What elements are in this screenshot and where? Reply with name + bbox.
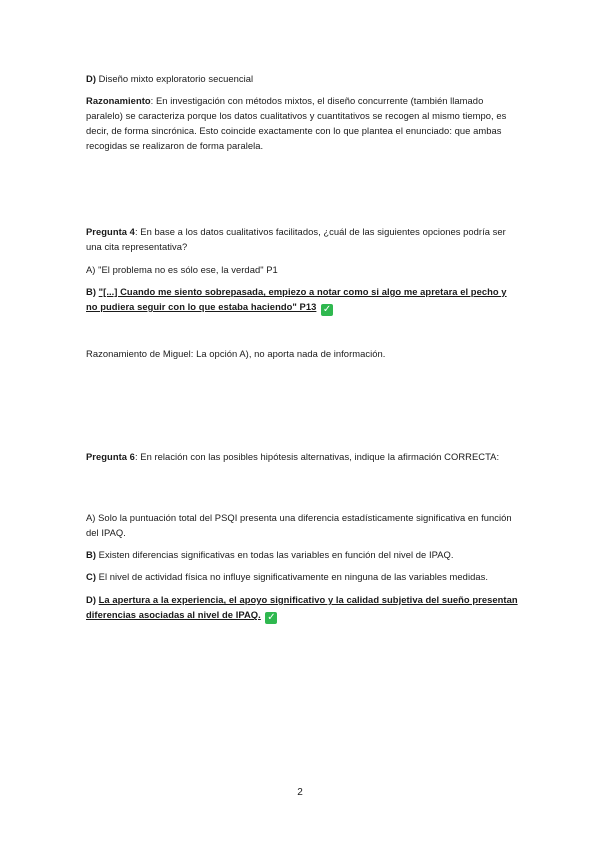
q4-reasoning: [86, 346, 518, 361]
prev-answer: [86, 71, 518, 86]
question-4-label: Pregunta 4: [86, 226, 135, 237]
q6-option-c-text: El nivel de actividad física no influye significativamente en ninguna de las variables medidas.: [96, 571, 488, 582]
q4-option-b-letter: B): [86, 286, 96, 297]
question-6-label: Pregunta 6: [86, 451, 135, 462]
check-icon: ✓: [267, 612, 276, 623]
question-6-text: : En relación con las posibles hipótesis alternativas, indique la afirmación CORRECTA:: [134, 451, 500, 462]
q6-option-a-text: A) Solo la puntuación total del PSQI presenta una diferencia estadísticamente significativa en función del IPAQ.: [86, 512, 512, 538]
question-4: [86, 224, 518, 254]
q4-option-a: [86, 262, 518, 277]
q6-option-b-text: Existen diferencias significativas en todas las variables en función del nivel de IPAQ.: [96, 549, 454, 560]
prev-answer-text: Diseño mixto exploratorio secuencial: [96, 73, 254, 84]
prev-reasoning: [86, 93, 518, 153]
q4-option-b-text: "[...] Cuando me siento sobrepasada, empiezo a notar como si algo me apretara el pecho y no pudiera seguir con lo que estaba haciendo" P13: [86, 286, 507, 312]
q6-option-d: [86, 592, 518, 624]
prev-reasoning-label: Razonamiento: [86, 95, 151, 106]
q6-option-a: [86, 510, 518, 540]
prev-answer-letter: D): [86, 73, 96, 84]
question-6: [86, 449, 518, 464]
q6-option-c: [86, 569, 518, 584]
question-4-text: : En base a los datos cualitativos facilitados, ¿cuál de las siguientes opciones podría ser una cita representativa?: [86, 226, 506, 252]
q6-option-d-letter: D): [86, 594, 96, 605]
q4-option-b: [86, 284, 518, 316]
q6-option-b: [86, 547, 518, 562]
q6-option-c-letter: C): [86, 571, 96, 582]
page-number: 2: [297, 787, 303, 798]
q4-reasoning-text: Razonamiento de Miguel: La opción A), no aporta nada de información.: [86, 348, 386, 359]
prev-reasoning-text: : En investigación con métodos mixtos, el diseño concurrente (también llamado paralelo) se caracteriza porque los datos cualitativos y cuantitativos se recogen al mismo tiempo, es decir, de forma sincrónica. Esto coincide exactamente con lo que plantea el enunciado: que ambas recogidas se realizaron de forma paralela.: [86, 95, 507, 151]
q4-option-a-text: A) "El problema no es sólo ese, la verdad" P1: [86, 264, 278, 275]
check-icon: ✓: [322, 304, 332, 315]
q6-option-b-letter: B): [86, 549, 96, 560]
q6-option-d-text: La apertura a la experiencia, el apoyo significativo y la calidad subjetiva del sueño presentan diferencias asociadas al nivel de IPAQ.: [86, 594, 518, 620]
